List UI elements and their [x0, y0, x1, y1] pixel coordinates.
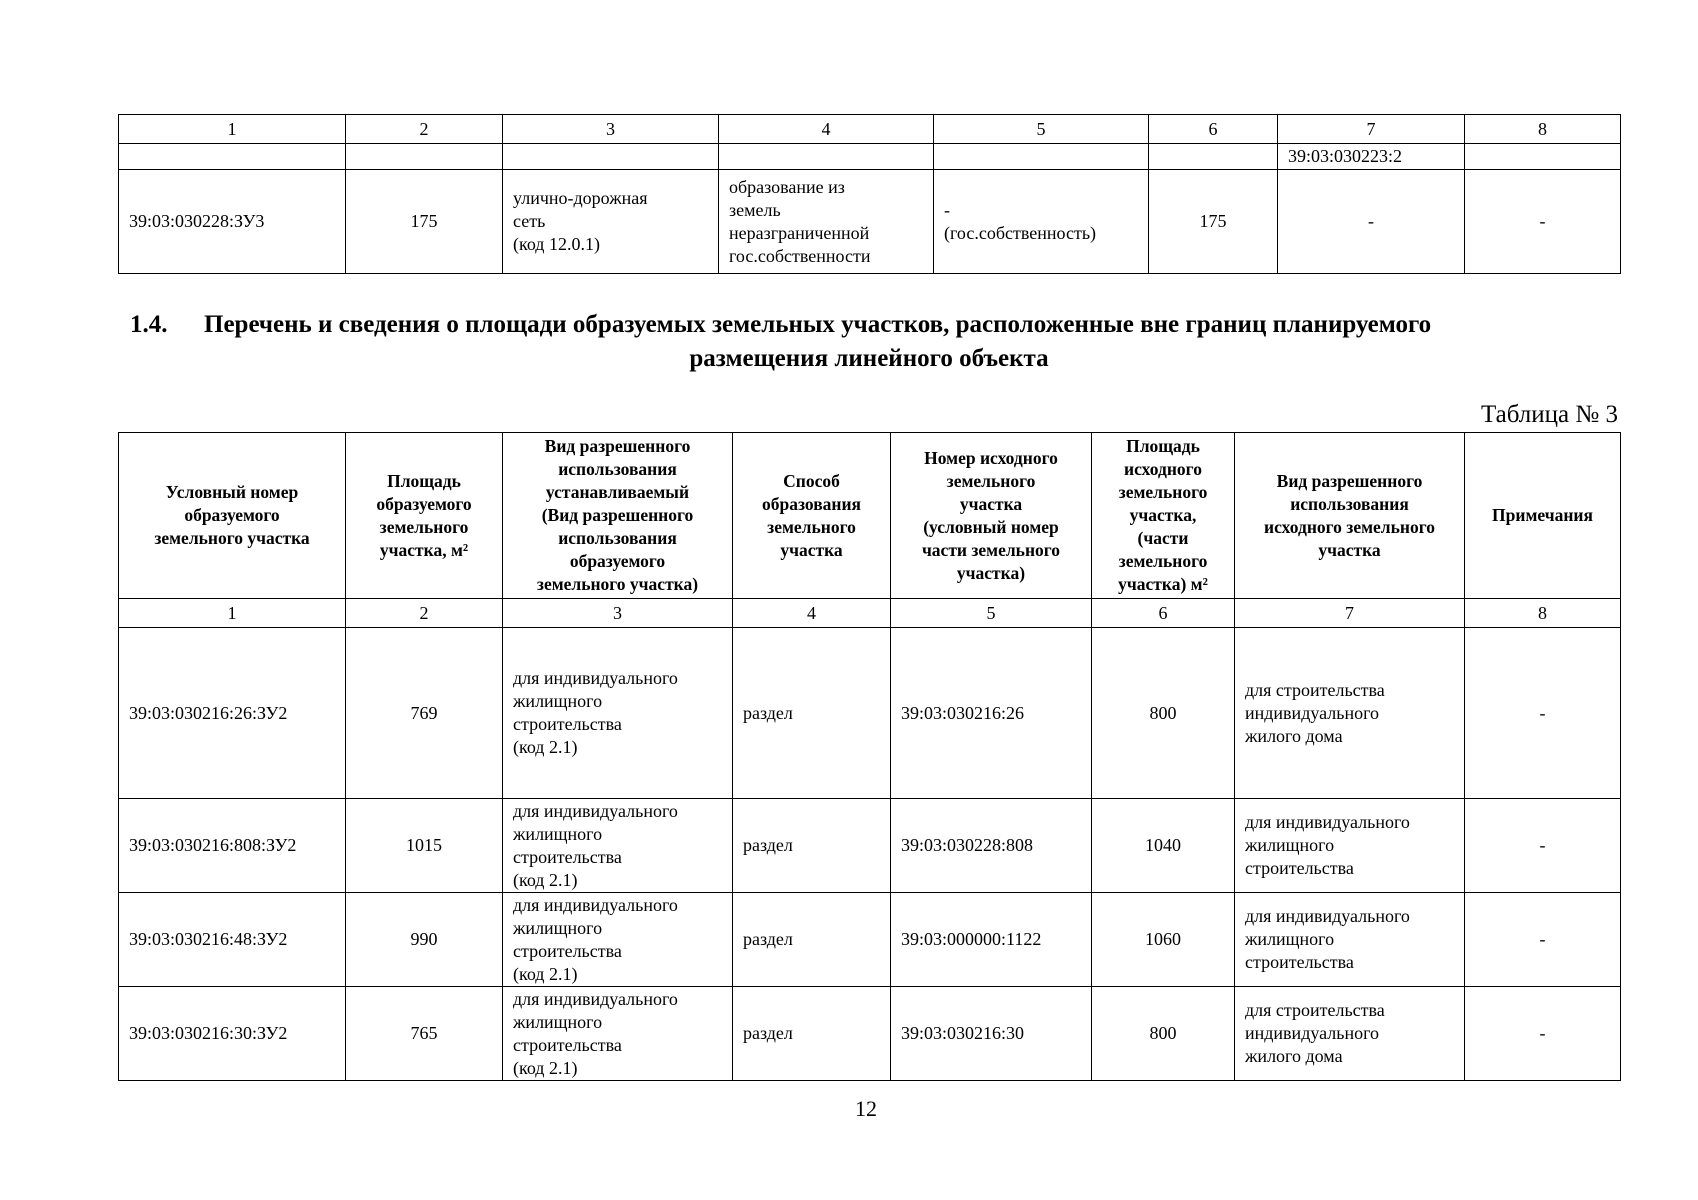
col-number: 7: [1235, 599, 1465, 628]
col-number: 2: [346, 599, 503, 628]
formation-method-cell: образование из земель неразграниченной гос.собственности: [719, 170, 934, 274]
col-number: 8: [1465, 115, 1621, 144]
section-number: 1.4.: [130, 311, 168, 338]
source-parcel-cell: - (гос.собственность): [934, 170, 1149, 274]
col-number: 6: [1092, 599, 1235, 628]
area-cell: 769: [346, 628, 503, 799]
col-number: 4: [719, 115, 934, 144]
table-row: [119, 799, 1621, 893]
formation-method-cell: раздел: [733, 799, 891, 893]
source-area-cell: 1040: [1092, 799, 1235, 893]
col-number: 5: [934, 115, 1149, 144]
header-row: [119, 433, 1621, 599]
header-cell: Вид разрешенного использования исходного земельного участка: [1235, 433, 1465, 599]
header-cell: Способ образования земельного участка: [733, 433, 891, 599]
source-parcel-cell: 39:03:000000:1122: [891, 893, 1092, 987]
column-number-row: [119, 599, 1621, 628]
col-number: 2: [346, 115, 503, 144]
parcel-id-cell: 39:03:030216:26:ЗУ2: [119, 628, 346, 799]
column-number-row: [119, 115, 1621, 144]
permitted-use-cell: улично-дорожная сеть (код 12.0.1): [503, 170, 719, 274]
area-cell: 1015: [346, 799, 503, 893]
col-number: 8: [1465, 599, 1621, 628]
area-cell: 765: [346, 987, 503, 1081]
col-number: 6: [1149, 115, 1278, 144]
header-cell: Номер исходного земельного участка (условный номер части земельного участка): [891, 433, 1092, 599]
table-cell: [119, 144, 346, 170]
header-cell: Площадь исходного земельного участка, (части земельного участка) м²: [1092, 433, 1235, 599]
area-cell: 990: [346, 893, 503, 987]
table-cell: [1465, 144, 1621, 170]
table-cell: [503, 144, 719, 170]
source-use-cell: для строительства индивидуального жилого дома: [1235, 987, 1465, 1081]
table-cell: [1149, 144, 1278, 170]
area-cell: 175: [346, 170, 503, 274]
table-caption: Таблица № 3: [1480, 401, 1618, 428]
source-use-cell: -: [1278, 170, 1465, 274]
source-area-cell: 800: [1092, 987, 1235, 1081]
section-title-line1: Перечень и сведения о площади образуемых земельных участков, расположенные вне границ планируемого: [204, 311, 1432, 338]
source-area-cell: 1060: [1092, 893, 1235, 987]
section-title-line2: размещения линейного объекта: [689, 345, 1049, 372]
parcels-table: [118, 432, 1621, 1081]
formation-method-cell: раздел: [733, 987, 891, 1081]
table-row: [119, 987, 1621, 1081]
col-number: 1: [119, 599, 346, 628]
permitted-use-cell: для индивидуального жилищного строительства (код 2.1): [503, 987, 733, 1081]
source-use-cell: для индивидуального жилищного строительства: [1235, 893, 1465, 987]
source-use-cell: для индивидуального жилищного строительства: [1235, 799, 1465, 893]
notes-cell: -: [1465, 799, 1621, 893]
header-cell: Площадь образуемого земельного участка, м²: [346, 433, 503, 599]
source-area-cell: 175: [1149, 170, 1278, 274]
permitted-use-cell: для индивидуального жилищного строительства (код 2.1): [503, 893, 733, 987]
col-number: 3: [503, 115, 719, 144]
permitted-use-cell: для индивидуального жилищного строительства (код 2.1): [503, 799, 733, 893]
notes-cell: -: [1465, 628, 1621, 799]
permitted-use-cell: для индивидуального жилищного строительства (код 2.1): [503, 628, 733, 799]
formation-method-cell: раздел: [733, 893, 891, 987]
table-cell: [934, 144, 1149, 170]
table-row: [119, 628, 1621, 799]
notes-cell: -: [1465, 893, 1621, 987]
col-number: 7: [1278, 115, 1465, 144]
parcel-id-cell: 39:03:030216:30:ЗУ2: [119, 987, 346, 1081]
notes-cell: -: [1465, 987, 1621, 1081]
table-row: [119, 144, 1621, 170]
source-parcel-cell: 39:03:030228:808: [891, 799, 1092, 893]
source-parcel-cell: 39:03:030216:26: [891, 628, 1092, 799]
parcel-id-cell: 39:03:030216:48:ЗУ2: [119, 893, 346, 987]
table-cell: [719, 144, 934, 170]
header-cell: Условный номер образуемого земельного участка: [119, 433, 346, 599]
source-use-cell: для строительства индивидуального жилого дома: [1235, 628, 1465, 799]
col-number: 5: [891, 599, 1092, 628]
formation-method-cell: раздел: [733, 628, 891, 799]
continued-table: [118, 114, 1621, 274]
table-cell: [346, 144, 503, 170]
header-cell: Примечания: [1465, 433, 1621, 599]
source-parcel-cell: 39:03:030216:30: [891, 987, 1092, 1081]
col-number: 3: [503, 599, 733, 628]
parcel-number-cell: 39:03:030223:2: [1278, 144, 1465, 170]
source-area-cell: 800: [1092, 628, 1235, 799]
header-cell: Вид разрешенного использования устанавливаемый (Вид разрешенного использования образуемого земельного участка): [503, 433, 733, 599]
page-number: 12: [855, 1096, 877, 1121]
table-row: [119, 893, 1621, 987]
parcel-id-cell: 39:03:030228:ЗУ3: [119, 170, 346, 274]
parcel-id-cell: 39:03:030216:808:ЗУ2: [119, 799, 346, 893]
notes-cell: -: [1465, 170, 1621, 274]
table-row: [119, 170, 1621, 274]
col-number: 4: [733, 599, 891, 628]
col-number: 1: [119, 115, 346, 144]
